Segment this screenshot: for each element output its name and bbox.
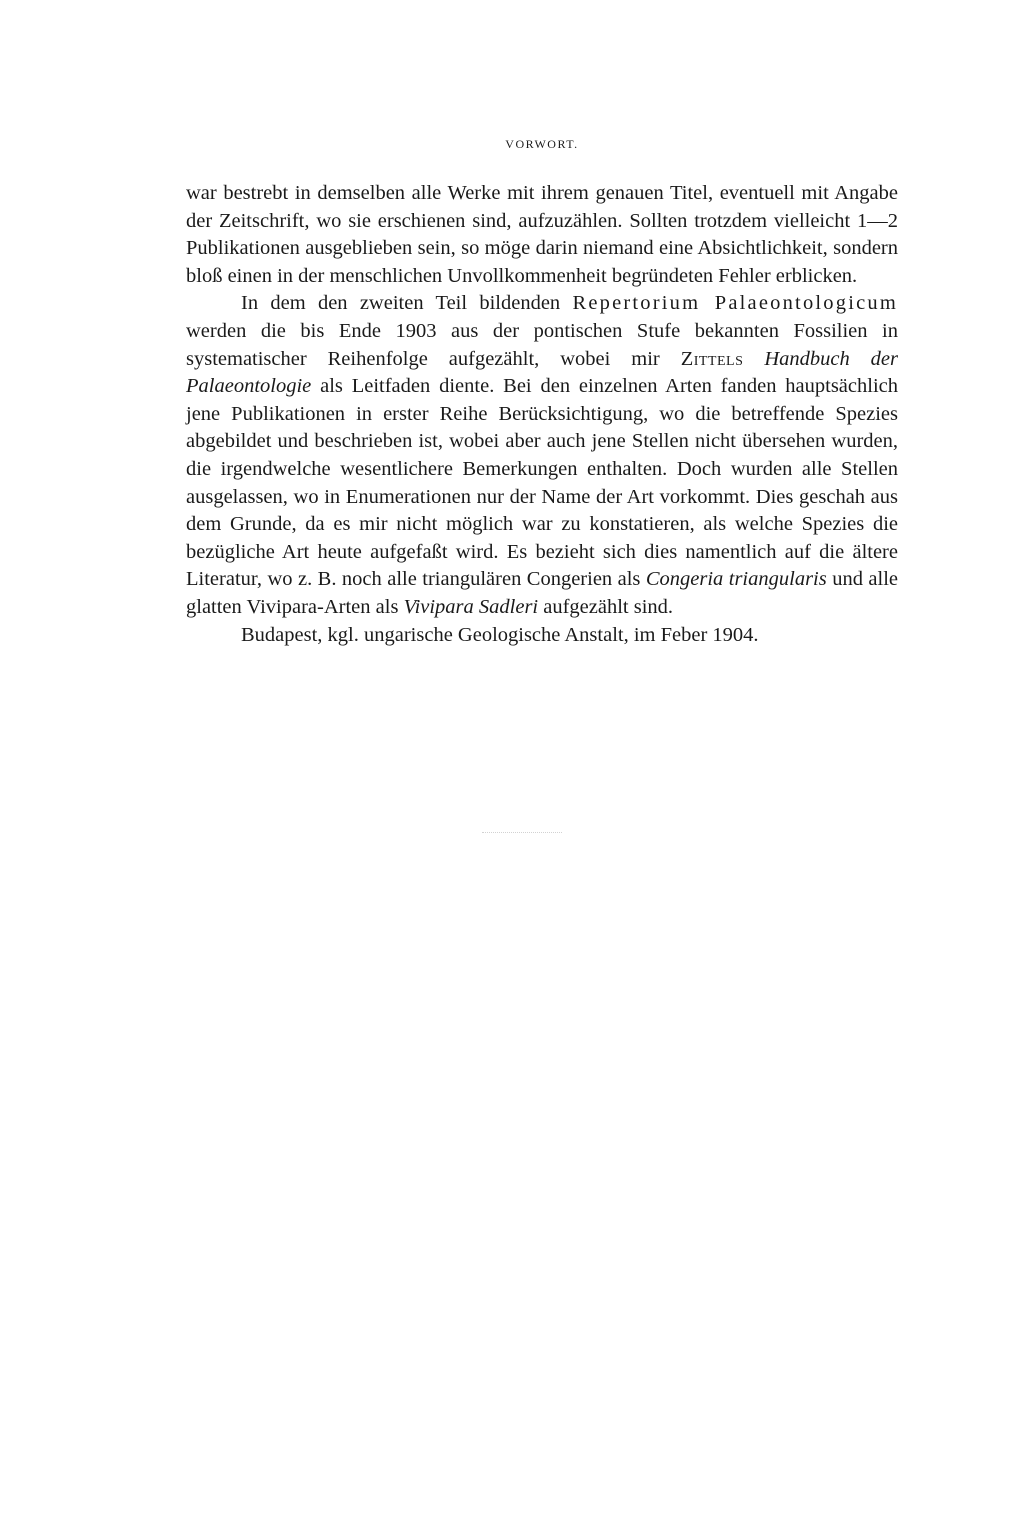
book-title: Handbuch der Palaeontologie <box>186 347 899 398</box>
species-name-2: Vivipara Sadleri <box>403 595 539 618</box>
scan-speck <box>482 832 562 834</box>
author-name: Zittels <box>680 347 744 370</box>
paragraph-2-segment-4: und alle glatten Vivipara-Arten als <box>186 568 898 618</box>
body-text <box>186 180 898 649</box>
species-name-1: Congeria triangularis <box>645 568 827 591</box>
paragraph-2-segment-5: aufgezählt sind. <box>538 595 674 618</box>
paragraph-2 <box>186 290 898 621</box>
paragraph-2-segment-1: In dem den zweiten Teil bildenden <box>241 292 573 315</box>
paragraph-2-segment-3: als Leitfaden diente. Bei den einzelnen Arten fanden hauptsächlich jene Publikationen in erster Reihe Berücksichtigung, wo die betreffende Spezies abgebildet und beschrieben ist, wobei aber auch jene Stellen nicht übersehen wurden, die irgendwelche wesentlichere Bemerkungen enthalten. Doch wurden alle Stellen ausgelassen, wo in Enumerationen nur der Name der Art vorkommt. Dies geschah aus dem Grunde, da es mir nicht möglich war zu konstatieren, als welche Spezies die bezügliche Art heute aufgefaßt wird. Es bezieht sich dies namentlich auf die ältere Literatur, wo z. B. noch alle triangulären Congerien als <box>186 375 898 591</box>
paragraph-1: war bestrebt in demselben alle Werke mit ihrem genauen Titel, eventuell mit Angabe der Zeitschrift, wo sie erschienen sind, aufzuzählen. Sollten trotzdem vielleicht 1—2 Publikationen ausgeblieben sein, so möge darin niemand eine Absichtlichkeit, sondern bloß einen in der menschlichen Unvollkommenheit begründeten Fehler erblicken. <box>186 182 898 287</box>
repertorium-term: Repertorium Palaeontologicum <box>572 292 898 315</box>
paragraph-2-segment-2: werden die bis Ende 1903 aus der pontischen Stufe bekannten Fossilien in systematischer Reihenfolge aufgezählt, wobei mir <box>186 319 898 370</box>
closing-line: Budapest, kgl. ungarische Geologische Anstalt, im Feber 1904. <box>241 623 759 646</box>
running-head: VORWORT. <box>505 137 579 151</box>
